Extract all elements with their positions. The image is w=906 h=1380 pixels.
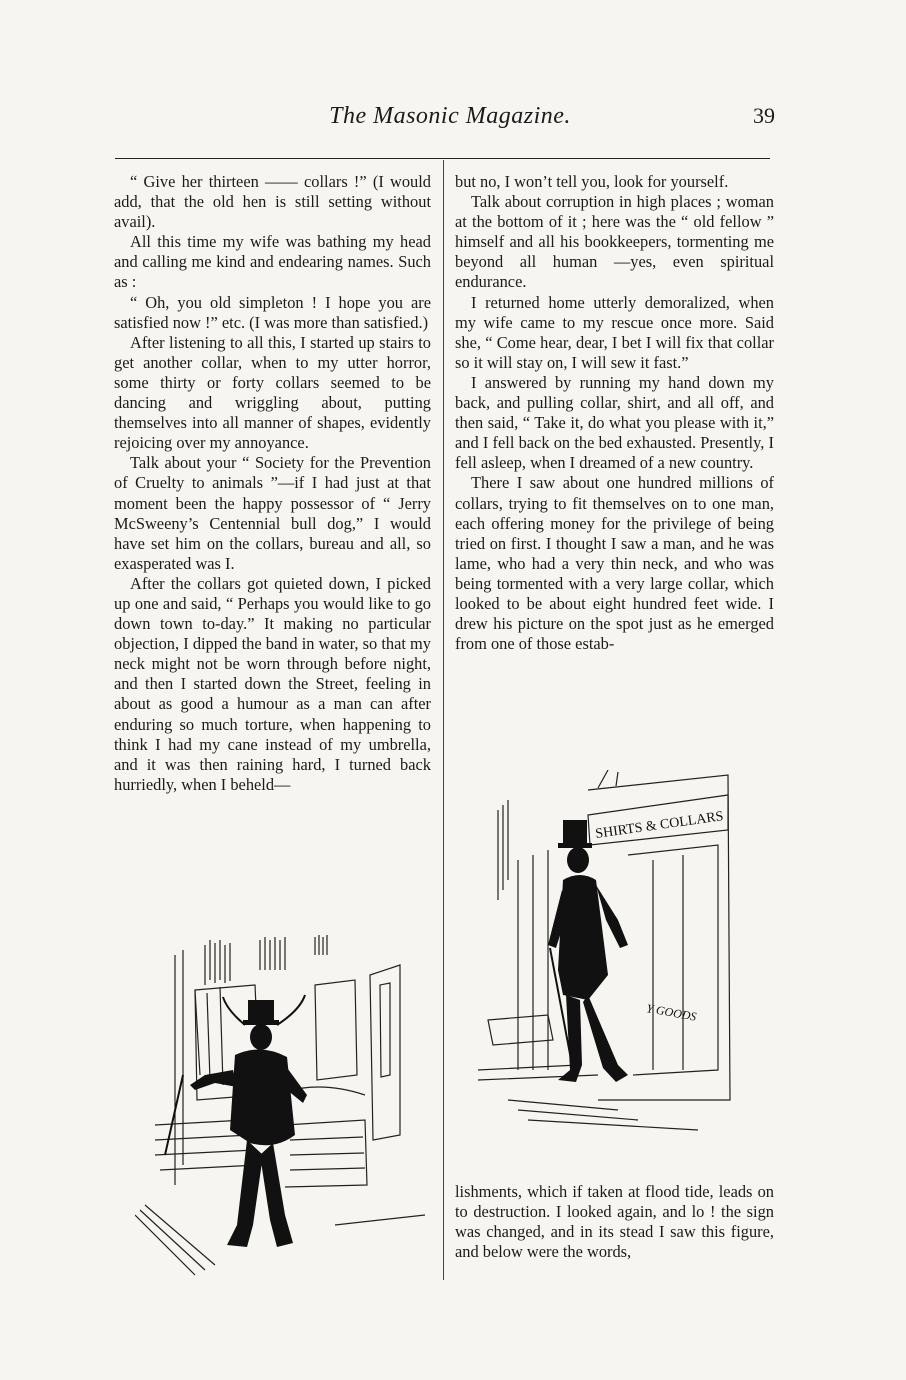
right-column-continuation	[455, 1182, 774, 1262]
paragraph: Talk about your “ Society for the Prevention of Cruelty to animals ”—if I had just at that moment been the happy possessor of “ Jerry McSweeny’s Centennial bull dog,” I would have set him on the collars, bureau and all, so exasperated was I.	[114, 453, 431, 573]
left-column	[114, 172, 431, 795]
column-divider	[443, 160, 444, 1280]
page-number: 39	[753, 103, 775, 128]
paragraph: All this time my wife was bathing my head and calling me kind and endearing names. Such as :	[114, 232, 431, 292]
paragraph: lishments, which if taken at flood tide, leads on to destruction. I looked again, and lo ! the sign was changed, and in its stead I saw this figure, and below were the words,	[455, 1182, 774, 1262]
paragraph: “ Oh, you old simpleton ! I hope you are satisfied now !” etc. (I was more than satisfied.)	[114, 292, 431, 332]
paragraph: “ Give her thirteen —— collars !” (I would add, that the old hen is still setting without avail).	[114, 172, 431, 232]
illustration-man-leaving-shop	[478, 770, 768, 1150]
header-rule	[115, 158, 770, 159]
paragraph: After listening to all this, I started up stairs to get another collar, when to my utter horror, some thirty or forty collars seemed to be dancing and wriggling about, putting themselves into all manner of shapes, evidently rejoicing over my annoyance.	[114, 332, 431, 453]
illustration-man-at-house	[135, 925, 435, 1280]
paragraph: Talk about corruption in high places ; woman at the bottom of it ; here was the “ old fellow ” himself and all his bookkeepers, tormenting me beyond all human —yes, even spiritual endurance.	[455, 192, 774, 292]
running-head-title: The Masonic Magazine.	[329, 103, 571, 129]
paragraph: There I saw about one hundred millions of collars, trying to fit themselves on to one man, each offering money for the privilege of being tried on first. I thought I saw a man, and he was lame, who had a very thin neck, and who was being tormented with a very large collar, which looked to be about eight hundred feet wide. I drew his picture on the spot just as he emerged from one of those estab-	[455, 473, 774, 654]
sign-text: SHIRTS & COLLARS	[594, 809, 725, 842]
paragraph: After the collars got quieted down, I picked up one and said, “ Perhaps you would like to go down town to-day.” It making no particular objection, I dipped the band in water, so that my neck might not be worn through before night, and then I started down the Street, feeling in about as good a humour as a man can after enduring so much torture, when happening to think I had my cane instead of my umbrella, and it was then raining hard, I turned back hurriedly, when I beheld—	[114, 573, 431, 794]
paragraph: but no, I won’t tell you, look for yourself.	[455, 172, 729, 191]
paragraph: I answered by running my hand down my back, and pulling collar, shirt, and all off, and then said, “ Take it, do what you please with it,” and I fell back on the bed exhausted. Presently, I fell asleep, when I dreamed of a new country.	[455, 372, 774, 473]
right-column	[455, 172, 774, 654]
lower-sign-text: Y GOODS	[645, 1001, 698, 1024]
paragraph: I returned home utterly demoralized, when my wife came to my rescue once more. Said she, “ Come hear, dear, I bet I will fix that collar so it will stay on, I will sew it fast.”	[455, 292, 774, 372]
